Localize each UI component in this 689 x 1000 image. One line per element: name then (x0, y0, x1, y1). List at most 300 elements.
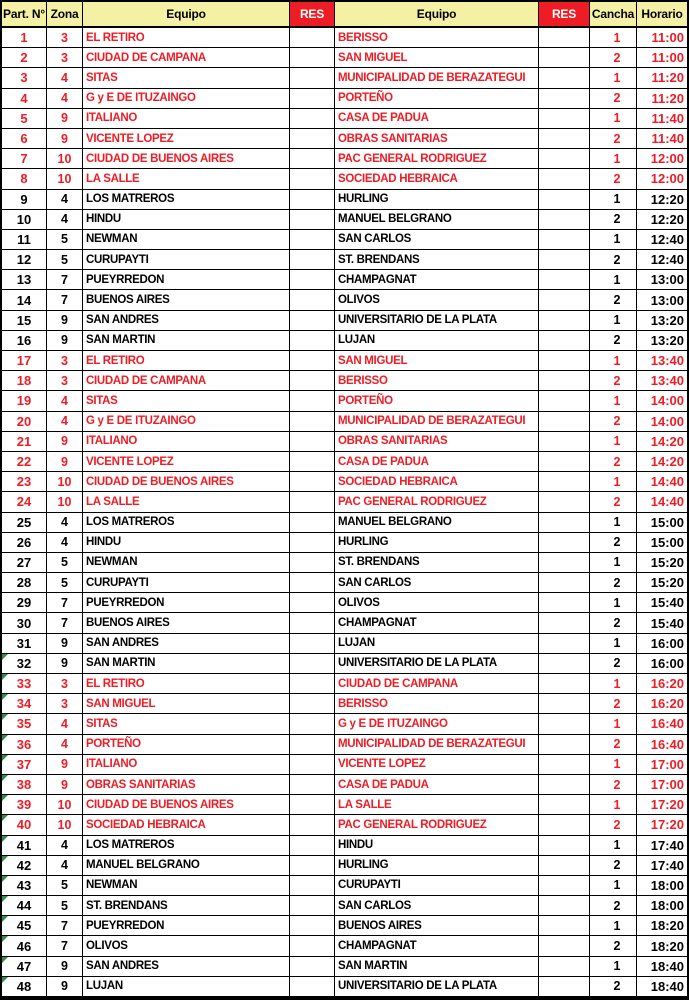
horario-cell: 13:20 (637, 311, 687, 331)
zona-cell: 9 (47, 775, 83, 795)
green-triangle-icon (2, 936, 8, 942)
cancha-cell: 2 (590, 290, 637, 310)
horario-cell: 16:20 (637, 694, 687, 714)
res-away-cell (539, 634, 590, 654)
zona-cell: 3 (47, 48, 83, 68)
part-number-cell: 8 (2, 169, 47, 189)
away-team-cell: LUJAN (335, 331, 539, 351)
zona-cell: 9 (47, 331, 83, 351)
zona-cell: 9 (47, 432, 83, 452)
res-away-cell (539, 311, 590, 331)
horario-cell: 12:20 (637, 210, 687, 230)
cancha-cell: 2 (590, 48, 637, 68)
green-triangle-icon (2, 714, 8, 720)
away-team-cell: LA SALLE (335, 795, 539, 815)
part-number-cell: 21 (2, 432, 47, 452)
res-home-cell (290, 210, 335, 230)
part-number-cell: 34 (2, 694, 47, 714)
res-away-cell (539, 109, 590, 129)
zona-cell: 4 (47, 190, 83, 210)
green-triangle-icon (2, 977, 8, 983)
zona-cell: 7 (47, 613, 83, 633)
cancha-cell: 1 (590, 916, 637, 936)
cancha-cell: 2 (590, 735, 637, 755)
cancha-cell: 2 (590, 452, 637, 472)
away-team-cell: ST. BRENDANS (335, 250, 539, 270)
zona-cell: 10 (47, 472, 83, 492)
res-away-cell (539, 795, 590, 815)
res-home-cell (290, 250, 335, 270)
part-number-cell: 44 (2, 896, 47, 916)
away-team-cell: PAC GENERAL RODRIGUEZ (335, 149, 539, 169)
part-number-cell: 22 (2, 452, 47, 472)
zona-cell: 5 (47, 553, 83, 573)
cancha-cell: 1 (590, 876, 637, 896)
home-team-cell: SAN MARTIN (83, 654, 290, 674)
home-team-cell: NEWMAN (83, 230, 290, 250)
horario-cell: 13:40 (637, 351, 687, 371)
green-triangle-icon (2, 674, 8, 680)
away-team-cell: CIUDAD DE CAMPANA (335, 674, 539, 694)
cancha-cell: 2 (590, 250, 637, 270)
zona-cell: 9 (47, 311, 83, 331)
horario-cell: 17:20 (637, 795, 687, 815)
part-number-cell: 29 (2, 593, 47, 613)
res-home-cell (290, 755, 335, 775)
part-number-cell: 26 (2, 533, 47, 553)
zona-cell: 9 (47, 129, 83, 149)
away-team-cell: PAC GENERAL RODRIGUEZ (335, 492, 539, 512)
horario-cell: 18:40 (637, 977, 687, 997)
res-home-cell (290, 836, 335, 856)
part-number-cell: 1 (2, 28, 47, 48)
home-team-cell: SITAS (83, 68, 290, 88)
cancha-cell: 1 (590, 553, 637, 573)
horario-cell: 14:40 (637, 472, 687, 492)
cancha-cell: 1 (590, 593, 637, 613)
res-away-cell (539, 432, 590, 452)
zona-cell: 7 (47, 290, 83, 310)
part-number-cell: 16 (2, 331, 47, 351)
away-team-cell: UNIVERSITARIO DE LA PLATA (335, 977, 539, 997)
part-number-cell: 41 (2, 836, 47, 856)
away-team-cell: CASA DE PADUA (335, 775, 539, 795)
home-team-cell: SITAS (83, 714, 290, 734)
horario-cell: 16:20 (637, 674, 687, 694)
cancha-cell: 2 (590, 169, 637, 189)
res-home-cell (290, 28, 335, 48)
col-header-res-away: RES (539, 2, 590, 28)
res-away-cell (539, 89, 590, 109)
home-team-cell: HINDU (83, 533, 290, 553)
home-team-cell: SITAS (83, 391, 290, 411)
res-away-cell (539, 936, 590, 956)
res-home-cell (290, 533, 335, 553)
home-team-cell: CURUPAYTI (83, 250, 290, 270)
res-home-cell (290, 735, 335, 755)
horario-cell: 12:00 (637, 149, 687, 169)
res-home-cell (290, 795, 335, 815)
away-team-cell: BUENOS AIRES (335, 916, 539, 936)
horario-cell: 17:40 (637, 836, 687, 856)
home-team-cell: MANUEL BELGRANO (83, 856, 290, 876)
away-team-cell: BERISSO (335, 694, 539, 714)
away-team-cell: OLIVOS (335, 290, 539, 310)
res-away-cell (539, 230, 590, 250)
res-away-cell (539, 533, 590, 553)
part-number-cell: 23 (2, 472, 47, 492)
home-team-cell: CIUDAD DE CAMPANA (83, 48, 290, 68)
res-away-cell (539, 68, 590, 88)
part-number-cell: 3 (2, 68, 47, 88)
away-team-cell: PORTEÑO (335, 391, 539, 411)
horario-cell: 14:20 (637, 452, 687, 472)
res-away-cell (539, 331, 590, 351)
home-team-cell: LUJAN (83, 977, 290, 997)
away-team-cell: CHAMPAGNAT (335, 936, 539, 956)
res-away-cell (539, 513, 590, 533)
res-home-cell (290, 957, 335, 977)
green-triangle-icon (2, 654, 8, 660)
home-team-cell: ST. BRENDANS (83, 896, 290, 916)
zona-cell: 9 (47, 755, 83, 775)
horario-cell: 13:00 (637, 290, 687, 310)
home-team-cell: PUEYRREDON (83, 270, 290, 290)
cancha-cell: 2 (590, 694, 637, 714)
horario-cell: 16:00 (637, 634, 687, 654)
cancha-cell: 1 (590, 513, 637, 533)
away-team-cell: OBRAS SANITARIAS (335, 129, 539, 149)
green-triangle-icon (2, 815, 8, 821)
away-team-cell: BERISSO (335, 371, 539, 391)
horario-cell: 12:20 (637, 190, 687, 210)
away-team-cell: MANUEL BELGRANO (335, 513, 539, 533)
horario-cell: 11:20 (637, 89, 687, 109)
res-home-cell (290, 714, 335, 734)
res-home-cell (290, 190, 335, 210)
home-team-cell: SAN MIGUEL (83, 694, 290, 714)
home-team-cell: G y E DE ITUZAINGO (83, 412, 290, 432)
home-team-cell: LA SALLE (83, 169, 290, 189)
cancha-cell: 1 (590, 795, 637, 815)
home-team-cell: EL RETIRO (83, 351, 290, 371)
away-team-cell: MANUEL BELGRANO (335, 210, 539, 230)
res-away-cell (539, 714, 590, 734)
cancha-cell: 1 (590, 28, 637, 48)
zona-cell: 9 (47, 452, 83, 472)
horario-cell: 15:00 (637, 533, 687, 553)
res-away-cell (539, 412, 590, 432)
res-home-cell (290, 916, 335, 936)
cancha-cell: 1 (590, 714, 637, 734)
res-away-cell (539, 129, 590, 149)
col-header-equipo-away: Equipo (335, 2, 539, 28)
res-away-cell (539, 391, 590, 411)
home-team-cell: ITALIANO (83, 755, 290, 775)
cancha-cell: 2 (590, 896, 637, 916)
horario-cell: 16:00 (637, 654, 687, 674)
horario-cell: 11:00 (637, 28, 687, 48)
zona-cell: 4 (47, 533, 83, 553)
cancha-cell: 1 (590, 109, 637, 129)
zona-cell: 10 (47, 169, 83, 189)
away-team-cell: MUNICIPALIDAD DE BERAZATEGUI (335, 735, 539, 755)
home-team-cell: EL RETIRO (83, 28, 290, 48)
home-team-cell: NEWMAN (83, 553, 290, 573)
res-away-cell (539, 492, 590, 512)
zona-cell: 9 (47, 654, 83, 674)
zona-cell: 5 (47, 896, 83, 916)
part-number-cell: 47 (2, 957, 47, 977)
horario-cell: 11:40 (637, 109, 687, 129)
res-home-cell (290, 513, 335, 533)
home-team-cell: SAN ANDRES (83, 957, 290, 977)
home-team-cell: EL RETIRO (83, 674, 290, 694)
zona-cell: 10 (47, 149, 83, 169)
zona-cell: 10 (47, 815, 83, 835)
res-home-cell (290, 775, 335, 795)
res-home-cell (290, 654, 335, 674)
horario-cell: 18:40 (637, 957, 687, 977)
part-number-cell: 37 (2, 755, 47, 775)
zona-cell: 4 (47, 513, 83, 533)
zona-cell: 10 (47, 492, 83, 512)
horario-cell: 18:20 (637, 936, 687, 956)
res-away-cell (539, 573, 590, 593)
away-team-cell: SAN MIGUEL (335, 48, 539, 68)
res-home-cell (290, 89, 335, 109)
home-team-cell: CIUDAD DE CAMPANA (83, 371, 290, 391)
away-team-cell: PORTEÑO (335, 89, 539, 109)
res-home-cell (290, 472, 335, 492)
home-team-cell: SAN ANDRES (83, 634, 290, 654)
cancha-cell: 2 (590, 775, 637, 795)
part-number-cell: 12 (2, 250, 47, 270)
away-team-cell: BERISSO (335, 28, 539, 48)
home-team-cell: PUEYRREDON (83, 593, 290, 613)
cancha-cell: 2 (590, 936, 637, 956)
home-team-cell: SAN MARTIN (83, 331, 290, 351)
away-team-cell: HURLING (335, 856, 539, 876)
home-team-cell: CIUDAD DE BUENOS AIRES (83, 795, 290, 815)
zona-cell: 5 (47, 573, 83, 593)
home-team-cell: PORTEÑO (83, 735, 290, 755)
away-team-cell: CASA DE PADUA (335, 109, 539, 129)
res-away-cell (539, 210, 590, 230)
res-away-cell (539, 654, 590, 674)
col-header-part-number: Part. N° (2, 2, 47, 28)
part-number-cell: 40 (2, 815, 47, 835)
part-number-cell: 43 (2, 876, 47, 896)
horario-cell: 14:00 (637, 391, 687, 411)
col-header-equipo-home: Equipo (83, 2, 290, 28)
zona-cell: 3 (47, 351, 83, 371)
res-home-cell (290, 432, 335, 452)
horario-cell: 11:40 (637, 129, 687, 149)
cancha-cell: 2 (590, 331, 637, 351)
part-number-cell: 11 (2, 230, 47, 250)
away-team-cell: HINDU (335, 836, 539, 856)
res-away-cell (539, 694, 590, 714)
home-team-cell: SAN ANDRES (83, 311, 290, 331)
home-team-cell: OBRAS SANITARIAS (83, 775, 290, 795)
zona-cell: 5 (47, 250, 83, 270)
green-triangle-icon (2, 836, 8, 842)
green-triangle-icon (2, 735, 8, 741)
away-team-cell: SOCIEDAD HEBRAICA (335, 169, 539, 189)
away-team-cell: HURLING (335, 190, 539, 210)
part-number-cell: 38 (2, 775, 47, 795)
cancha-cell: 2 (590, 573, 637, 593)
res-home-cell (290, 856, 335, 876)
home-team-cell: PUEYRREDON (83, 916, 290, 936)
zona-cell: 7 (47, 270, 83, 290)
cancha-cell: 2 (590, 533, 637, 553)
res-away-cell (539, 674, 590, 694)
res-away-cell (539, 613, 590, 633)
res-home-cell (290, 674, 335, 694)
res-away-cell (539, 775, 590, 795)
home-team-cell: VICENTE LOPEZ (83, 452, 290, 472)
away-team-cell: SOCIEDAD HEBRAICA (335, 472, 539, 492)
green-triangle-icon (2, 694, 8, 700)
part-number-cell: 36 (2, 735, 47, 755)
horario-cell: 15:40 (637, 613, 687, 633)
part-number-cell: 46 (2, 936, 47, 956)
away-team-cell: CASA DE PADUA (335, 452, 539, 472)
away-team-cell: HURLING (335, 533, 539, 553)
cancha-cell: 2 (590, 815, 637, 835)
horario-cell: 11:20 (637, 68, 687, 88)
res-home-cell (290, 391, 335, 411)
zona-cell: 4 (47, 836, 83, 856)
green-triangle-icon (2, 916, 8, 922)
zona-cell: 9 (47, 109, 83, 129)
horario-cell: 15:20 (637, 573, 687, 593)
horario-cell: 16:40 (637, 714, 687, 734)
cancha-cell: 1 (590, 391, 637, 411)
zona-cell: 7 (47, 916, 83, 936)
part-number-cell: 32 (2, 654, 47, 674)
part-number-cell: 17 (2, 351, 47, 371)
res-away-cell (539, 371, 590, 391)
res-home-cell (290, 452, 335, 472)
horario-cell: 15:00 (637, 513, 687, 533)
horario-cell: 18:00 (637, 876, 687, 896)
zona-cell: 7 (47, 936, 83, 956)
res-home-cell (290, 230, 335, 250)
part-number-cell: 48 (2, 977, 47, 997)
part-number-cell: 4 (2, 89, 47, 109)
zona-cell: 3 (47, 674, 83, 694)
away-team-cell: SAN MARTIN (335, 957, 539, 977)
cancha-cell: 1 (590, 230, 637, 250)
home-team-cell: LOS MATREROS (83, 836, 290, 856)
res-away-cell (539, 149, 590, 169)
away-team-cell: UNIVERSITARIO DE LA PLATA (335, 311, 539, 331)
home-team-cell: OLIVOS (83, 936, 290, 956)
horario-cell: 13:40 (637, 371, 687, 391)
cancha-cell: 1 (590, 634, 637, 654)
zona-cell: 4 (47, 68, 83, 88)
zona-cell: 5 (47, 876, 83, 896)
res-away-cell (539, 270, 590, 290)
green-triangle-icon (2, 856, 8, 862)
away-team-cell: SAN CARLOS (335, 230, 539, 250)
cancha-cell: 2 (590, 492, 637, 512)
horario-cell: 12:40 (637, 250, 687, 270)
home-team-cell: CURUPAYTI (83, 573, 290, 593)
away-team-cell: CURUPAYTI (335, 876, 539, 896)
res-away-cell (539, 290, 590, 310)
res-away-cell (539, 169, 590, 189)
cancha-cell: 1 (590, 270, 637, 290)
res-away-cell (539, 836, 590, 856)
part-number-cell: 25 (2, 513, 47, 533)
home-team-cell: LA SALLE (83, 492, 290, 512)
part-number-cell: 2 (2, 48, 47, 68)
part-number-cell: 20 (2, 412, 47, 432)
zona-cell: 4 (47, 210, 83, 230)
res-away-cell (539, 472, 590, 492)
res-away-cell (539, 876, 590, 896)
cancha-cell: 1 (590, 432, 637, 452)
res-away-cell (539, 916, 590, 936)
res-home-cell (290, 936, 335, 956)
part-number-cell: 6 (2, 129, 47, 149)
horario-cell: 14:20 (637, 432, 687, 452)
horario-cell: 14:00 (637, 412, 687, 432)
res-away-cell (539, 553, 590, 573)
res-away-cell (539, 957, 590, 977)
res-home-cell (290, 290, 335, 310)
green-triangle-icon (2, 876, 8, 882)
part-number-cell: 30 (2, 613, 47, 633)
cancha-cell: 2 (590, 654, 637, 674)
part-number-cell: 39 (2, 795, 47, 815)
cancha-cell: 1 (590, 755, 637, 775)
cancha-cell: 2 (590, 371, 637, 391)
horario-cell: 17:00 (637, 755, 687, 775)
away-team-cell: CHAMPAGNAT (335, 270, 539, 290)
col-header-zona: Zona (47, 2, 83, 28)
res-away-cell (539, 735, 590, 755)
horario-cell: 12:40 (637, 230, 687, 250)
res-home-cell (290, 109, 335, 129)
cancha-cell: 1 (590, 836, 637, 856)
res-home-cell (290, 169, 335, 189)
green-triangle-icon (2, 896, 8, 902)
home-team-cell: LOS MATREROS (83, 513, 290, 533)
horario-cell: 14:40 (637, 492, 687, 512)
green-triangle-icon (2, 957, 8, 963)
home-team-cell: VICENTE LOPEZ (83, 129, 290, 149)
cancha-cell: 2 (590, 89, 637, 109)
res-away-cell (539, 28, 590, 48)
horario-cell: 13:00 (637, 270, 687, 290)
res-away-cell (539, 190, 590, 210)
res-home-cell (290, 492, 335, 512)
res-home-cell (290, 371, 335, 391)
cancha-cell: 1 (590, 674, 637, 694)
home-team-cell: ITALIANO (83, 109, 290, 129)
part-number-cell: 45 (2, 916, 47, 936)
part-number-cell: 33 (2, 674, 47, 694)
part-number-cell: 9 (2, 190, 47, 210)
away-team-cell: SAN MIGUEL (335, 351, 539, 371)
home-team-cell: SOCIEDAD HEBRAICA (83, 815, 290, 835)
cancha-cell: 2 (590, 856, 637, 876)
